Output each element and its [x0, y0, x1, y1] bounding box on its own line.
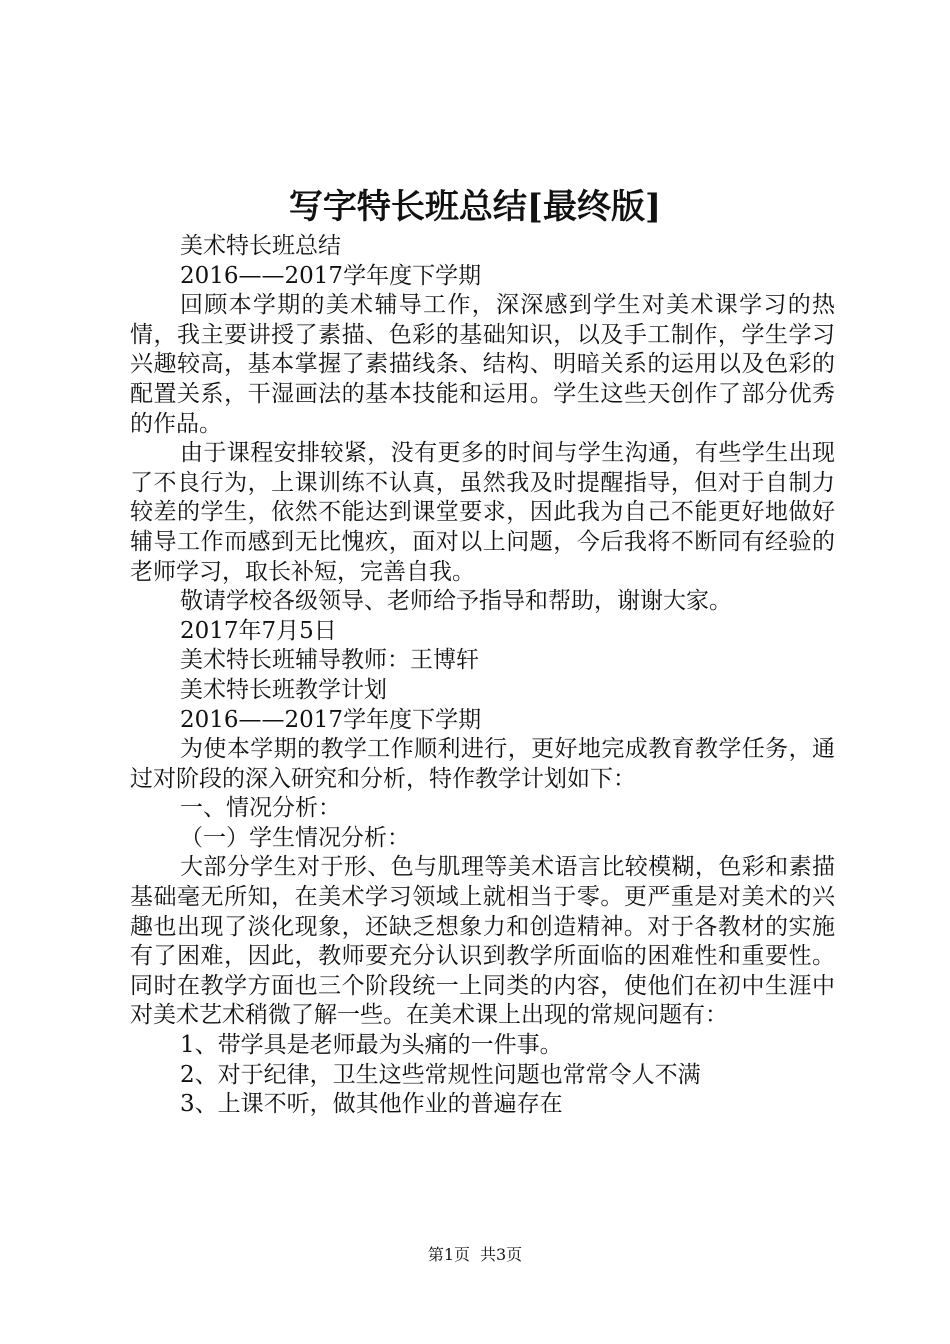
paragraph: 2016——2017学年度下学期 — [180, 262, 482, 289]
paragraph: 2017年7月5日 — [180, 617, 337, 644]
page-number: 第1页 — [427, 1245, 470, 1264]
paragraph: （一）学生情况分析： — [180, 824, 410, 851]
document-body — [130, 232, 835, 1120]
page-total: 共3页 — [480, 1245, 523, 1264]
document-title: 写字特长班总结[最终版] — [288, 187, 662, 227]
paragraph: 回顾本学期的美术辅导工作，深深感到学生对美术课学习的热情，我主要讲授了素描、色彩的基础知识，以及手工制作，学生学习兴趣较高，基本掌握了素描线条、结构、明暗关系的运用以及色彩的配置关系，干湿画法的基本技能和运用。学生这些天创作了部分优秀的作品。 — [130, 292, 835, 437]
paragraph: 2、对于纪律，卫生这些常规性问题也常常令人不满 — [180, 1061, 701, 1088]
paragraph: 一、情况分析： — [180, 795, 341, 822]
paragraph: 3、上课不听，做其他作业的普遍存在 — [180, 1091, 563, 1118]
paragraph: 美术特长班辅导教师：王博轩 — [180, 647, 479, 674]
paragraph: 大部分学生对于形、色与肌理等美术语言比较模糊，色彩和素描基础毫无所知，在美术学习领域上就相当于零。更严重是对美术的兴趣也出现了淡化现象，还缺乏想象力和创造精神。对于各教材的实施有了困难，因此，教师要充分认识到教学所面临的困难性和重要性。同时在教学方面也三个阶段统一上同类的内容，使他们在初中生涯中对美术艺术稍微了解一些。在美术课上出现的常规问题有： — [130, 854, 835, 1029]
paragraph: 2016——2017学年度下学期 — [180, 706, 482, 733]
paragraph: 敬请学校各级领导、老师给予指导和帮助，谢谢大家。 — [180, 588, 732, 615]
paragraph: 美术特长班总结 — [180, 233, 341, 259]
page-footer — [0, 1244, 950, 1266]
paragraph: 美术特长班教学计划 — [180, 676, 387, 703]
paragraph: 由于课程安排较紧，没有更多的时间与学生沟通，有些学生出现了不良行为，上课训练不认真，虽然我及时提醒指导，但对于自制力较差的学生，依然不能达到课堂要求，因此我为自己不能更好地做好辅导工作而感到无比愧疚，面对以上问题，今后我将不断同有经验的老师学习，取长补短，完善自我。 — [130, 440, 835, 585]
paragraph: 1、带学具是老师最为头痛的一件事。 — [180, 1032, 563, 1059]
paragraph: 为使本学期的教学工作顺利进行，更好地完成教育教学任务，通过对阶段的深入研究和分析，特作教学计划如下： — [130, 736, 835, 792]
